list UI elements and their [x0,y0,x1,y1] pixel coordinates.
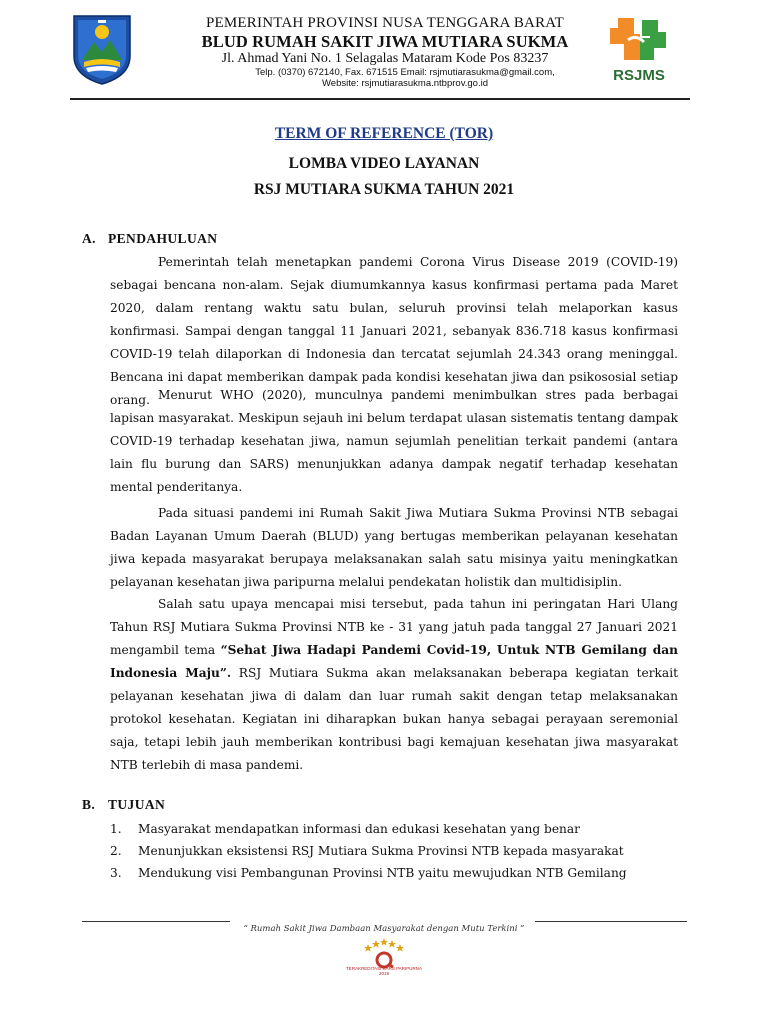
paragraph-4-rest: RSJ Mutiara Sukma akan melaksanakan beberapa kegiatan terkait pelayanan kesehatan jiwa di dalam dan luar rumah sakit dengan tetap melaksanakan protokol kesehatan. Kegiatan ini diharapkan bukan hanya sebagai perayaan seremonial saja, tetapi lebih jauh memberikan kontribusi bagi kemajuan kesehatan jiwa masyarakat NTB terlebih di masa pandemi. [110,666,678,772]
letterhead-divider [70,98,690,100]
document-title: TERM OF REFERENCE (TOR) [274,125,494,142]
accreditation-text: TERAKREDITASI KARS PARIPURNA 2019 [345,966,423,976]
letterhead-province: PEMERINTAH PROVINSI NUSA TENGGARA BARAT [205,15,565,31]
letterhead-address: Jl. Ahmad Yani No. 1 Selagalas Mataram Kode Pos 83237 [221,51,549,66]
objectives-list [110,818,678,884]
paragraph-3: Pada situasi pandemi ini Rumah Sakit Jiwa Mutiara Sukma Provinsi NTB sebagai Badan Layanan Umum Daerah (BLUD) yang bertugas memberikan pelayanan kesehatan jiwa kepada masyarakat berupaya melaksanakan salah satu misinya yaitu meningkatkan pelayanan kesehatan jiwa paripurna melalui pendekatan holistik dan multidisiplin. [110,506,678,589]
rsjms-logo-text: RSJMS [613,67,665,84]
footer-rule-right [535,921,687,922]
list-item-text: Masyarakat mendapatkan informasi dan edukasi kesehatan yang benar [138,822,580,836]
list-item-text: Mendukung visi Pembangunan Provinsi NTB yaitu mewujudkan NTB Gemilang [138,866,627,880]
paragraph-4-theme: “Sehat Jiwa Hadapi Pandemi Covid-19, Untuk NTB Gemilang dan Indonesia Maju”. [110,643,678,680]
paragraph-4 [110,593,678,777]
ntb-province-crest-icon [70,12,134,86]
section-a-heading [82,231,217,247]
document-subtitle: LOMBA VIDEO LAYANAN [288,155,480,172]
letterhead-contact: Telp. (0370) 672140, Fax. 671515 Email: rsjmutiarasukma@gmail.com, [255,67,555,78]
list-item [110,818,678,840]
letterhead [0,0,768,100]
footer-motto: “ Rumah Sakit Jiwa Dambaan Masyarakat dengan Mutu Terkini ” [243,924,525,934]
footer-rule-left [82,921,230,922]
rsjms-logo-icon [606,14,672,86]
section-b-letter: B. [82,797,96,812]
letterhead-website: Website: rsjmutiarasukma.ntbprov.go.id [322,78,488,89]
list-item-number: 2. [110,844,122,858]
paragraph-4-intro: Salah satu upaya mencapai misi tersebut, pada tahun ini peringatan Hari Ulang Tahun RSJ Mutiara Sukma Provinsi NTB ke - 31 yang jatuh pada tanggal 27 Januari 2021 mengambil tema [110,597,678,657]
section-b-heading [82,797,165,813]
letterhead-institution: BLUD RUMAH SAKIT JIWA MUTIARA SUKMA [201,32,569,51]
list-item [110,862,678,884]
letterhead-text [150,14,620,89]
section-a-title: PENDAHULUAN [108,231,218,246]
section-a-letter: A. [82,231,96,246]
list-item-text: Menunjukkan eksistensi RSJ Mutiara Sukma Provinsi NTB kepada masyarakat [138,844,624,858]
list-item-number: 3. [110,866,122,880]
section-b-title: TUJUAN [108,797,166,812]
document-subtitle-year: RSJ MUTIARA SUKMA TAHUN 2021 [253,181,515,198]
list-item [110,840,678,862]
paragraph-2: Menurut WHO (2020), munculnya pandemi menimbulkan stres pada berbagai lapisan masyarakat. Meskipun sejauh ini belum terdapat ulasan sistematis tentang dampak COVID-19 terhadap kesehatan jiwa, namun sejumlah penelitian terkait pandemi (antara lain flu burung dan SARS) menunjukkan adanya dampak negatif terhadap kesehatan mental penderitanya. [110,388,678,494]
paragraph-1: Pemerintah telah menetapkan pandemi Corona Virus Disease 2019 (COVID-19) sebagai bencana non-alam. Sejak diumumkannya kasus konfirmasi pertama pada Maret 2020, dalam rentang waktu satu bulan, seluruh provinsi telah melaporkan kasus konfirmasi. Sampai dengan tanggal 11 Januari 2021, sebanyak 836.718 kasus konfirmasi COVID-19 telah dilaporkan di Indonesia dan tercatat sejumlah 24.343 orang meninggal. Bencana ini dapat memberikan dampak pada kondisi kesehatan jiwa dan psikososial setiap orang. [110,255,678,407]
list-item-number: 1. [110,822,122,836]
